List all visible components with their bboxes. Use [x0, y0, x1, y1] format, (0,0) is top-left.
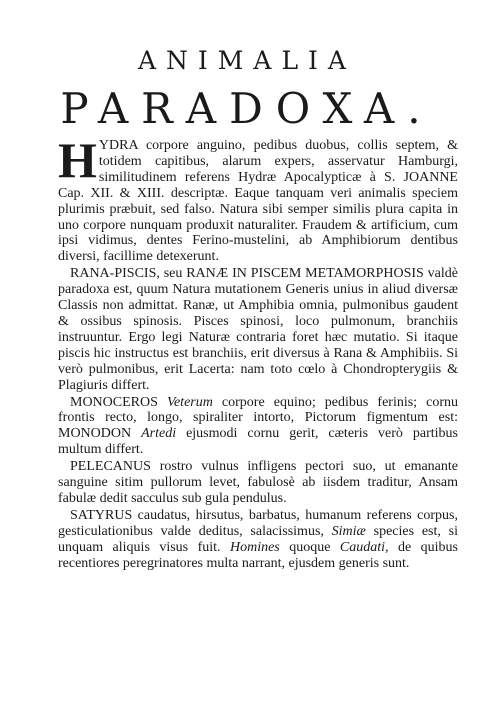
satyrus-text-b: species est, si unquam aliquis visus fuit.	[58, 523, 458, 555]
monoceros-italic-a: Veterum	[166, 394, 213, 410]
satyrus-text-d: , de quibus recentiores peregrinatores multa narrant, ejusdem generis sunt.	[58, 539, 458, 571]
monoceros-text-a: MONOCEROS	[70, 394, 167, 410]
paragraph-hydra	[58, 132, 458, 265]
satyrus-text-c: quoque	[279, 539, 340, 555]
paragraph-monoceros	[58, 395, 458, 459]
satyrus-italic-a: Simiæ	[331, 523, 366, 539]
running-title: ANIMALIA	[138, 46, 356, 75]
monoceros-text-b: corpore equino; pedibus ferinis; cornu frontis recto, longo, spiraliter intorto, Pictorum figmentum est: MONODON	[58, 394, 458, 442]
drop-cap: H	[58, 132, 97, 188]
satyrus-italic-c: Caudati	[339, 539, 386, 555]
monoceros-italic-b: Artedi	[141, 426, 177, 442]
satyrus-text-a: SATYRUS caudatus, hirsutus, barbatus, humanum referens corpus, gesticulationibus valde deditus, salacissimus,	[58, 507, 458, 539]
monoceros-text-c: ejusmodi cornu gerit, cæteris verò partibus multum differt.	[58, 426, 458, 458]
body-text	[58, 132, 458, 572]
paragraph-pelecanus	[58, 459, 458, 507]
pelecanus-text: PELECANUS rostro vulnus infligens pectori suo, ut emanante sanguine sitim pullorum levet, fabulosè ab iisdem traditur, Ansam fabulæ dedit sacculus sub gula pendulus.	[58, 459, 458, 506]
satyrus-italic-b: Homines	[229, 539, 280, 555]
paragraph-rana-piscis	[58, 266, 458, 393]
paragraph-satyrus	[58, 508, 458, 572]
rana-text: RANA-PISCIS, seu RANÆ IN PISCEM METAMORPHOSIS valdè paradoxa est, quum Natura mutationem Generis unius in aliud diversæ Classis non admittat. Ranæ, ut Amphibia omnia, pulmonibus gaudent & ossibus spinosis. Pisces spinosi, loco pulmonum, branchiis instruuntur. Ergo legi Naturæ contraria foret hæc mutatio. Si itaque piscis hic instructus est branchiis, erit diversus à Rana & Amphibiis. Si verò pulmonibus, erit Lacerta: nam toto cœlo à Chondropterygiis & Plagiuris differt.	[58, 266, 458, 393]
page-title: PARADOXA.	[60, 84, 434, 133]
hydra-text: YDRA corpore anguino, pedibus duobus, collis septem, & totidem capitibus, alarum expers, asservatur Hamburgi, similitudinem referens Hydræ Apocalypticæ à S. JOANNE Cap. XII. & XIII. descriptæ. Eaque tanquam veri animalis speciem plurimis præbuit, sed falso. Natura sibi semper similis plura capita in uno corpore nunquam produxit naturaliter. Fraudem & artificium, cum ipsi vidimus, dentes Ferino-mustelini, ab Amphibiorum dentibus diversi, facillime detexerunt.	[58, 138, 458, 265]
